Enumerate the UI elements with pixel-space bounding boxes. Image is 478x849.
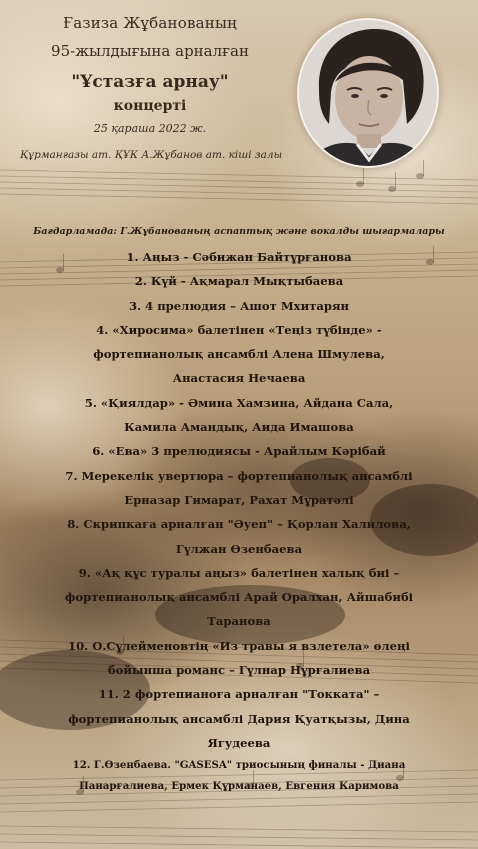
program-line: 6. «Ева» 3 прелюдиясы - Арайлым Кәрібай xyxy=(92,444,386,459)
program-line: фортепианолық ансамблі Арай Оралхан, Айшабибі xyxy=(64,590,414,605)
program-line: 7. Мерекелік увертюра – фортепианолық ансамблі xyxy=(65,468,413,483)
program-line: 1. Аңыз - Сәбижан Байтұрғанова xyxy=(126,250,352,264)
concert-venue: Құрманғазы ат. ҚҰК А.Жұбанов ат. кіші залы xyxy=(20,149,283,161)
program-line: Анастасия Нечаева xyxy=(172,371,306,386)
concert-title: "Ұстазға арнау" xyxy=(71,72,229,92)
program-line: фортепианолық ансамблі Дария Қуатқызы, Дина xyxy=(68,711,410,726)
composer-portrait-photo xyxy=(297,18,439,168)
anniversary-subtitle: 95-жылдығына арналған xyxy=(51,42,249,60)
program-line: Панарғалиева, Ермек Құрманаев, Евгения Каримова xyxy=(79,780,399,793)
program-line: бойынша романс – Гүлнар Нұрғалиева xyxy=(107,663,371,678)
program-line: Гүлжан Өзенбаева xyxy=(175,541,303,556)
concert-date: 25 қараша 2022 ж. xyxy=(93,122,207,135)
program-line: 2. Күй - Ақмарал Мықтыбаева xyxy=(134,274,344,289)
program-line: Камила Амандық, Аида Имашова xyxy=(124,420,354,435)
program-line: 8. Скрипкаға арналған "Әуеп" – Қорлан Халилова, xyxy=(67,517,411,532)
program-line: 4. «Хиросима» балетінен «Теңіз түбінде» - xyxy=(96,322,382,337)
program-line: фортепианолық ансамблі Алена Шмулева, xyxy=(93,347,385,362)
program-heading: Бағдарламада: Г.Жұбанованың аспаптық және вокалды шығармалары xyxy=(33,226,445,237)
program-line: 3. 4 прелюдия – Ашот Мхитарян xyxy=(128,298,350,313)
program-line: 11. 2 фортепианоға арналған "Токката" – xyxy=(98,687,380,702)
program-line: 12. Г.Өзенбаева. "GASESA" триосының финалы - Диана xyxy=(72,759,406,772)
program-line: 5. «Қиялдар» - Әмина Хамзина, Айдана Сала, xyxy=(84,395,394,410)
portrait-illustration xyxy=(299,20,437,166)
program-line: Ерназар Гимарат, Рахат Мұратәлі xyxy=(124,492,354,507)
program-line: Таранова xyxy=(207,614,271,629)
program-line: 10. О.Сүлейменовтің «Из травы я взлетела» өлеңі xyxy=(68,638,410,653)
concert-label: концерті xyxy=(113,98,187,114)
composer-name: Ғазиза Жұбанованың xyxy=(63,14,237,32)
program-line: 9. «Ақ құс туралы аңыз» балетінен халық биі – xyxy=(78,565,400,580)
program-line: Ягудеева xyxy=(207,735,271,750)
program-list xyxy=(0,245,478,797)
